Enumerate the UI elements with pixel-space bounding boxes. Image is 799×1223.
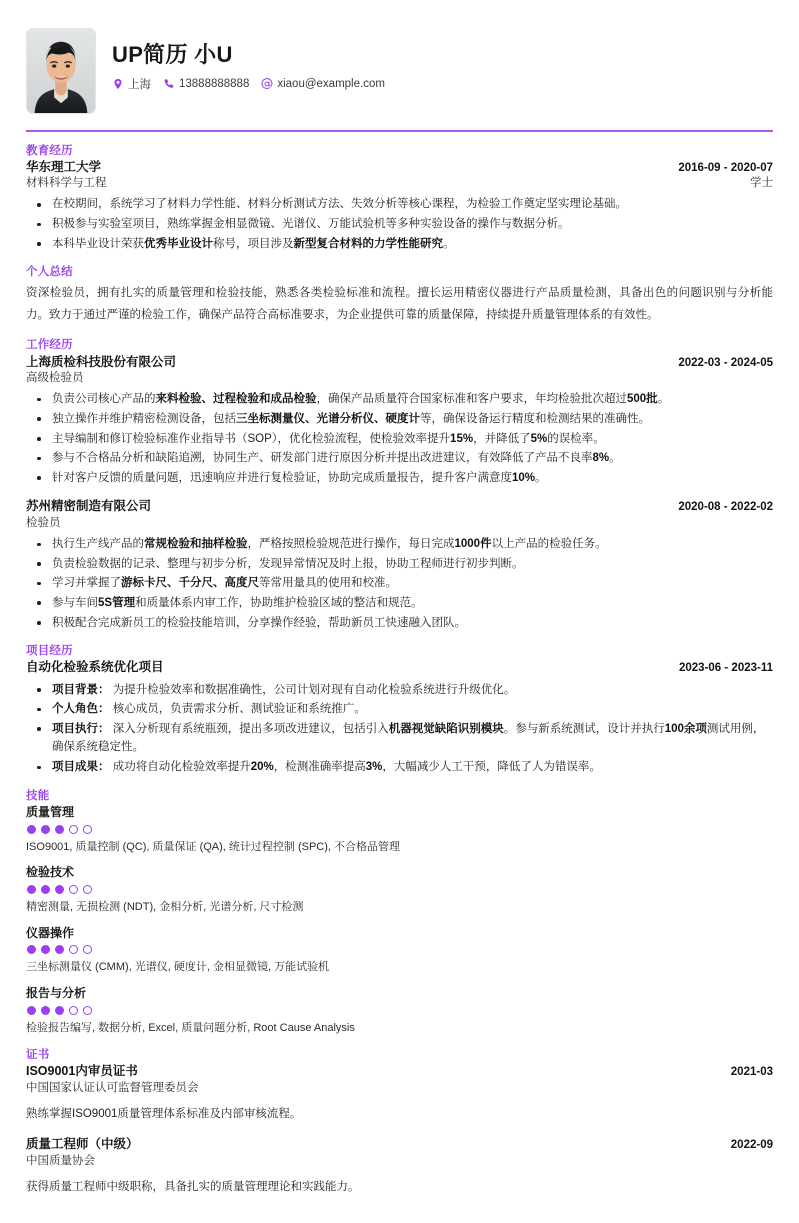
section-education bbox=[26, 145, 773, 254]
section-projects bbox=[26, 645, 773, 777]
skill-level-dot bbox=[83, 825, 92, 834]
entry-bullet: 项目执行： 深入分析现有系统瓶颈，提出多项改进建议，包括引入机器视觉缺陷识别模块。参与新系统测试，设计并执行100余项测试用例，确保系统稳定性。 bbox=[26, 720, 773, 757]
contact-list bbox=[112, 76, 393, 92]
section-skills bbox=[26, 790, 773, 1036]
section-title-certificates: 证书 bbox=[26, 1049, 50, 1062]
entry-role: 高级检验员 bbox=[26, 371, 84, 384]
skill-level-meter bbox=[27, 945, 773, 954]
skill-level-dot bbox=[41, 945, 50, 954]
entry-bullet: 参与车间5S管理和质量体系内审工作，协助维护检验区域的整洁和规范。 bbox=[26, 594, 773, 613]
section-title-education: 教育经历 bbox=[26, 144, 73, 157]
project-entries bbox=[26, 659, 773, 776]
skill-group-items: 三坐标测量仪 (CMM), 光谱仪, 硬度计, 金相显微镜, 万能试验机 bbox=[26, 961, 330, 974]
skill-group bbox=[26, 804, 773, 855]
certificate-subheader bbox=[26, 1081, 773, 1097]
certificate-entry bbox=[26, 1063, 773, 1123]
skill-groups bbox=[26, 804, 773, 1036]
entry-bullet: 学习并掌握了游标卡尺、千分尺、高度尺等常用量具的使用和校准。 bbox=[26, 574, 773, 593]
entry-dates: 2020-08 - 2022-02 bbox=[678, 501, 773, 514]
section-title-skills: 技能 bbox=[26, 789, 50, 802]
entry-header bbox=[26, 498, 773, 515]
section-title-summary: 个人总结 bbox=[26, 266, 73, 279]
profile-photo bbox=[26, 28, 96, 114]
skill-level-dot bbox=[27, 945, 36, 954]
entry-bullet: 在校期间，系统学习了材料力学性能、材料分析测试方法、失效分析等核心课程，为检验工作奠定坚实理论基础。 bbox=[26, 195, 773, 214]
entry-bullet: 积极参与实验室项目，熟练掌握金相显微镜、光谱仪、万能试验机等多种实验设备的操作与数据分析。 bbox=[26, 215, 773, 234]
skill-level-dot bbox=[69, 1006, 78, 1015]
certificate-description: 熟练掌握ISO9001质量管理体系标准及内部审核流程。 bbox=[26, 1108, 302, 1121]
entry-bullet: 负责检验数据的记录、整理与初步分析，发现异常情况及时上报，协助工程师进行初步判断。 bbox=[26, 555, 773, 574]
entry-bullet: 项目成果： 成功将自动化检验效率提升20%，检测准确率提高3%，大幅减少人工干预，降低了人为错误率。 bbox=[26, 758, 773, 777]
contact-location bbox=[112, 76, 151, 92]
skill-level-meter bbox=[27, 1006, 773, 1015]
skill-level-dot bbox=[41, 825, 50, 834]
entry-bullet-list bbox=[26, 390, 773, 487]
skill-level-dot bbox=[27, 885, 36, 894]
skill-level-dot bbox=[83, 1006, 92, 1015]
entry-bullet: 负责公司核心产品的来料检验、过程检验和成品检验，确保产品质量符合国家标准和客户要求，年均检验批次超过500批。 bbox=[26, 390, 773, 409]
entry-header bbox=[26, 659, 773, 676]
certificate-header bbox=[26, 1063, 773, 1080]
entry-bullet-list bbox=[26, 195, 773, 253]
section-title-projects: 项目经历 bbox=[26, 645, 73, 658]
entry-bullet-list bbox=[26, 535, 773, 632]
entry-organization: 自动化检验系统优化项目 bbox=[26, 660, 164, 675]
entry-dates: 2023-06 - 2023-11 bbox=[679, 662, 773, 675]
section-work bbox=[26, 339, 773, 632]
contact-location-value: 上海 bbox=[128, 79, 151, 92]
skill-level-meter bbox=[27, 885, 773, 894]
experience-entry bbox=[26, 354, 773, 488]
summary-text: 资深检验员，拥有扎实的质量管理和检验技能，熟悉各类检验标准和流程。擅长运用精密仪器进行产品质量检测，具备出色的问题识别与分析能力。致力于通过严谨的检验工作，确保产品符合高标准要求，为企业提供可靠的质量保障，持续提升质量管理体系的有效性。 bbox=[26, 286, 773, 321]
entry-bullet-list bbox=[26, 681, 773, 777]
location-pin-icon bbox=[112, 78, 124, 90]
contact-phone-value: 13888888888 bbox=[179, 78, 250, 91]
work-entries bbox=[26, 354, 773, 633]
skill-group-name: 报告与分析 bbox=[26, 985, 87, 1000]
contact-email-value: xiaou@example.com bbox=[277, 78, 385, 91]
entry-organization: 上海质检科技股份有限公司 bbox=[26, 354, 177, 369]
skill-level-dot bbox=[27, 1006, 36, 1015]
header-divider bbox=[26, 130, 773, 132]
skill-level-dot bbox=[55, 885, 64, 894]
identity-block bbox=[112, 28, 393, 92]
entry-dates: 2016-09 - 2020-07 bbox=[678, 161, 773, 174]
skill-group bbox=[26, 864, 773, 915]
section-summary bbox=[26, 266, 773, 326]
certificate-header bbox=[26, 1136, 773, 1153]
skill-level-dot bbox=[69, 945, 78, 954]
skill-group-name: 质量管理 bbox=[26, 804, 75, 819]
skill-group-name: 检验技术 bbox=[26, 865, 75, 880]
experience-entry bbox=[26, 659, 773, 776]
certificate-issuer: 中国质量协会 bbox=[26, 1154, 95, 1167]
skill-level-dot bbox=[41, 885, 50, 894]
certificate-name: 质量工程师（中级） bbox=[26, 1137, 139, 1152]
entry-header bbox=[26, 159, 773, 176]
entry-bullet: 个人角色： 核心成员，负责需求分析、测试验证和系统推广。 bbox=[26, 700, 773, 719]
skill-level-dot bbox=[83, 885, 92, 894]
entry-role: 检验员 bbox=[26, 516, 61, 529]
skill-level-dot bbox=[55, 945, 64, 954]
certificate-date: 2021-03 bbox=[730, 1066, 773, 1079]
phone-icon bbox=[163, 78, 175, 90]
skill-level-dot bbox=[69, 885, 78, 894]
entry-subheader bbox=[26, 371, 773, 387]
certificate-description: 获得质量工程师中级职称，具备扎实的质量管理理论和实践能力。 bbox=[26, 1181, 360, 1194]
entry-role: 材料科学与工程 bbox=[26, 176, 107, 189]
experience-entry bbox=[26, 498, 773, 632]
skill-group-name: 仪器操作 bbox=[26, 925, 75, 940]
experience-entry bbox=[26, 159, 773, 254]
entry-subheader bbox=[26, 516, 773, 532]
entry-degree: 学士 bbox=[750, 176, 773, 189]
candidate-name: UP简历 小U bbox=[112, 42, 233, 67]
entry-bullet: 针对客户反馈的质量问题，迅速响应并进行复检验证，协助完成质量报告，提升客户满意度10%。 bbox=[26, 469, 773, 488]
entry-bullet: 主导编制和修订检验标准作业指导书（SOP），优化检验流程，使检验效率提升15%，并降低了5%的误检率。 bbox=[26, 430, 773, 449]
entry-bullet: 本科毕业设计荣获优秀毕业设计称号，项目涉及新型复合材料的力学性能研究。 bbox=[26, 235, 773, 254]
entry-bullet: 独立操作并维护精密检测设备，包括三坐标测量仪、光谱分析仪、硬度计等，确保设备运行精度和检测结果的准确性。 bbox=[26, 410, 773, 429]
certificate-entry bbox=[26, 1136, 773, 1196]
skill-level-dot bbox=[69, 825, 78, 834]
skill-level-dot bbox=[55, 1006, 64, 1015]
skill-level-dot bbox=[83, 945, 92, 954]
entry-organization: 苏州精密制造有限公司 bbox=[26, 499, 152, 514]
certificate-subheader bbox=[26, 1154, 773, 1170]
skill-level-dot bbox=[55, 825, 64, 834]
entry-bullet: 项目背景： 为提升检验效率和数据准确性，公司计划对现有自动化检验系统进行升级优化。 bbox=[26, 681, 773, 700]
certificate-date: 2022-09 bbox=[730, 1139, 773, 1152]
skill-group bbox=[26, 985, 773, 1036]
certificate-name: ISO9001内审员证书 bbox=[26, 1064, 138, 1079]
skill-group bbox=[26, 925, 773, 976]
skill-group-items: ISO9001, 质量控制 (QC), 质量保证 (QA), 统计过程控制 (SPC), 不合格品管理 bbox=[26, 840, 401, 853]
entry-subheader bbox=[26, 176, 773, 192]
entry-organization: 华东理工大学 bbox=[26, 159, 102, 174]
entry-bullet: 参与不合格品分析和缺陷追溯，协同生产、研发部门进行原因分析并提出改进建议，有效降低了产品不良率8%。 bbox=[26, 449, 773, 468]
contact-phone bbox=[163, 78, 249, 90]
skill-group-items: 检验报告编写, 数据分析, Excel, 质量问题分析, Root Cause Analysis bbox=[26, 1021, 355, 1034]
skill-level-meter bbox=[27, 825, 773, 834]
resume-header bbox=[26, 28, 773, 124]
section-certificates bbox=[26, 1049, 773, 1196]
entry-dates: 2022-03 - 2024-05 bbox=[678, 356, 773, 369]
skill-level-dot bbox=[27, 825, 36, 834]
entry-bullet: 执行生产线产品的常规检验和抽样检验，严格按照检验规范进行操作，每日完成1000件以上产品的检验任务。 bbox=[26, 535, 773, 554]
education-entries bbox=[26, 159, 773, 254]
skill-group-items: 精密测量, 无损检测 (NDT), 金相分析, 光谱分析, 尺寸检测 bbox=[26, 901, 304, 914]
contact-email bbox=[261, 78, 385, 90]
section-title-work: 工作经历 bbox=[26, 339, 73, 352]
at-email-icon bbox=[261, 78, 273, 90]
certificate-issuer: 中国国家认证认可监督管理委员会 bbox=[26, 1081, 199, 1094]
entry-header bbox=[26, 354, 773, 371]
entry-bullet: 积极配合完成新员工的检验技能培训，分享操作经验，帮助新员工快速融入团队。 bbox=[26, 614, 773, 633]
skill-level-dot bbox=[41, 1006, 50, 1015]
